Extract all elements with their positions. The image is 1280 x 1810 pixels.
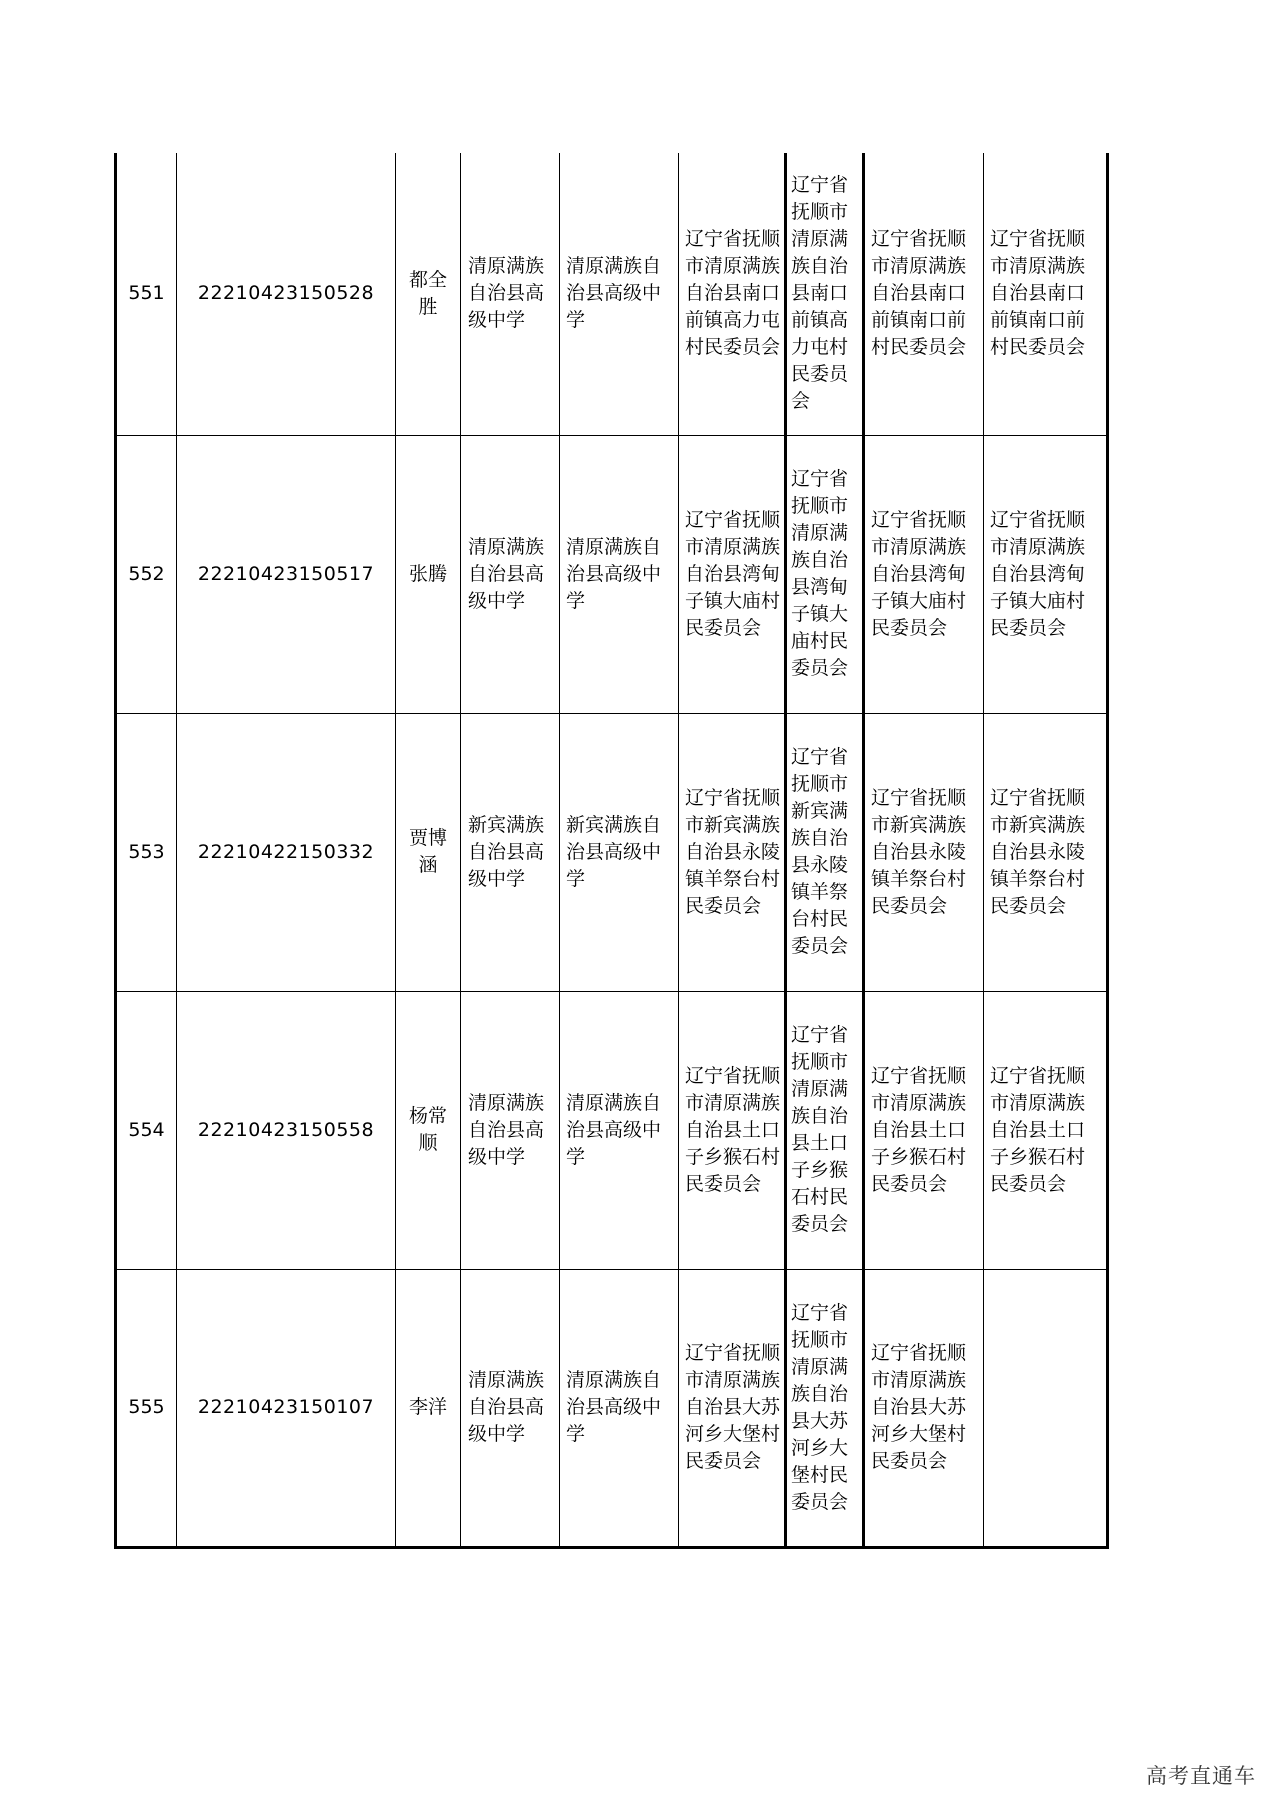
candidate-name: 贾博涵 xyxy=(396,713,461,991)
watermark-text: 高考直通车 xyxy=(1146,1764,1256,1788)
table-row xyxy=(116,713,1108,991)
address-cell: 辽宁省抚顺市清原满族自治县湾甸子镇大庙村民委员会 xyxy=(984,435,1108,713)
address-cell: 辽宁省抚顺市新宾满族自治县永陵镇羊祭台村民委员会 xyxy=(786,713,864,991)
candidate-id: 22210423150517 xyxy=(177,435,396,713)
row-number: 554 xyxy=(116,991,177,1269)
address-cell: 辽宁省抚顺市清原满族自治县湾甸子镇大庙村民委员会 xyxy=(786,435,864,713)
candidate-id: 22210422150332 xyxy=(177,713,396,991)
address-cell: 辽宁省抚顺市清原满族自治县土口子乡猴石村民委员会 xyxy=(679,991,786,1269)
table-row xyxy=(116,435,1108,713)
school-cell: 清原满族自治县高级中学 xyxy=(461,153,560,435)
address-cell xyxy=(984,1269,1108,1547)
address-cell: 辽宁省抚顺市清原满族自治县湾甸子镇大庙村民委员会 xyxy=(679,435,786,713)
roster-table xyxy=(114,153,1109,1549)
candidate-id: 22210423150107 xyxy=(177,1269,396,1547)
candidate-name: 李洋 xyxy=(396,1269,461,1547)
school-cell: 新宾满族自治县高级中学 xyxy=(461,713,560,991)
address-cell: 辽宁省抚顺市新宾满族自治县永陵镇羊祭台村民委员会 xyxy=(679,713,786,991)
school-cell: 清原满族自治县高级中学 xyxy=(560,991,679,1269)
table-row xyxy=(116,1269,1108,1547)
school-cell: 新宾满族自治县高级中学 xyxy=(560,713,679,991)
address-cell: 辽宁省抚顺市清原满族自治县南口前镇南口前村民委员会 xyxy=(984,153,1108,435)
school-cell: 清原满族自治县高级中学 xyxy=(461,435,560,713)
school-cell: 清原满族自治县高级中学 xyxy=(560,153,679,435)
address-cell: 辽宁省抚顺市清原满族自治县南口前镇高力屯村民委员会 xyxy=(786,153,864,435)
school-cell: 清原满族自治县高级中学 xyxy=(560,1269,679,1547)
school-cell: 清原满族自治县高级中学 xyxy=(461,1269,560,1547)
candidate-name: 杨常顺 xyxy=(396,991,461,1269)
row-number: 555 xyxy=(116,1269,177,1547)
address-cell: 辽宁省抚顺市新宾满族自治县永陵镇羊祭台村民委员会 xyxy=(984,713,1108,991)
row-number: 553 xyxy=(116,713,177,991)
address-cell: 辽宁省抚顺市清原满族自治县南口前镇高力屯村民委员会 xyxy=(679,153,786,435)
address-cell: 辽宁省抚顺市清原满族自治县南口前镇南口前村民委员会 xyxy=(864,153,984,435)
address-cell: 辽宁省抚顺市清原满族自治县土口子乡猴石村民委员会 xyxy=(984,991,1108,1269)
address-cell: 辽宁省抚顺市新宾满族自治县永陵镇羊祭台村民委员会 xyxy=(864,713,984,991)
candidate-id: 22210423150528 xyxy=(177,153,396,435)
address-cell: 辽宁省抚顺市清原满族自治县土口子乡猴石村民委员会 xyxy=(786,991,864,1269)
address-cell: 辽宁省抚顺市清原满族自治县大苏河乡大堡村民委员会 xyxy=(786,1269,864,1547)
candidate-id: 22210423150558 xyxy=(177,991,396,1269)
table-row xyxy=(116,153,1108,435)
address-cell: 辽宁省抚顺市清原满族自治县大苏河乡大堡村民委员会 xyxy=(864,1269,984,1547)
school-cell: 清原满族自治县高级中学 xyxy=(461,991,560,1269)
candidate-name: 都全胜 xyxy=(396,153,461,435)
address-cell: 辽宁省抚顺市清原满族自治县湾甸子镇大庙村民委员会 xyxy=(864,435,984,713)
address-cell: 辽宁省抚顺市清原满族自治县土口子乡猴石村民委员会 xyxy=(864,991,984,1269)
school-cell: 清原满族自治县高级中学 xyxy=(560,435,679,713)
row-number: 551 xyxy=(116,153,177,435)
table-row xyxy=(116,991,1108,1269)
address-cell: 辽宁省抚顺市清原满族自治县大苏河乡大堡村民委员会 xyxy=(679,1269,786,1547)
row-number: 552 xyxy=(116,435,177,713)
candidate-name: 张腾 xyxy=(396,435,461,713)
